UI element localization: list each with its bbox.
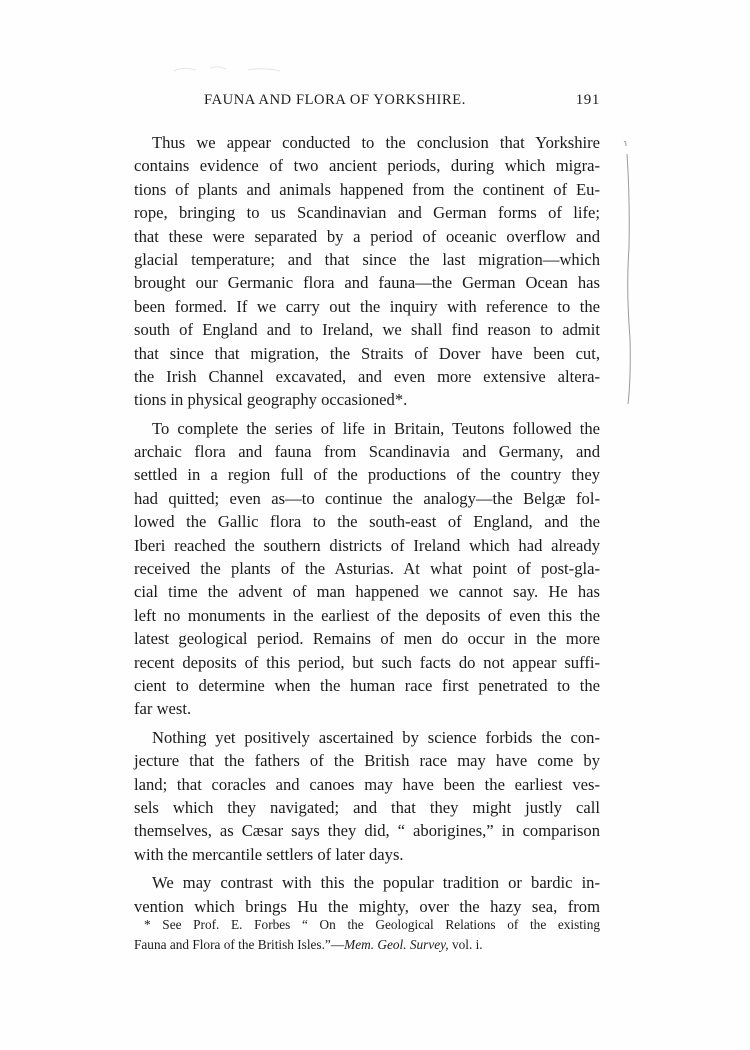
text-line: We may contrast with this the popular tradition or bardic in- <box>152 873 600 893</box>
margin-pencil-line <box>618 138 638 408</box>
text-line: that these were separated by a period of oceanic overflow and <box>134 226 600 246</box>
text-line: that since that migration, the Straits of Dover have been cut, <box>134 343 600 363</box>
footnote <box>134 915 600 955</box>
text-line: south of England and to Ireland, we shall find reason to admit <box>134 320 600 340</box>
text-line: vention which brings Hu the mighty, over the hazy sea, from <box>134 896 600 916</box>
text-line: Nothing yet positively ascertained by science forbids the con- <box>152 727 600 747</box>
text-line: had quitted; even as—to continue the analogy—the Belgæ fol- <box>134 488 600 508</box>
text-line: brought our Germanic flora and fauna—the German Ocean has <box>134 273 600 293</box>
text-line: cient to determine when the human race first penetrated to the <box>134 675 600 695</box>
text-line: settled in a region full of the productions of the country they <box>134 465 600 485</box>
text-line: with the mercantile settlers of later days. <box>134 844 404 864</box>
body-text <box>134 131 600 918</box>
text-line: glacial temperature; and that since the last migration—which <box>134 249 600 269</box>
text-line: archaic flora and fauna from Scandinavia and Germany, and <box>134 442 600 462</box>
text-line: land; that coracles and canoes may have been the earliest ves- <box>134 774 600 794</box>
text-line: To complete the series of life in Britain, Teutons followed the <box>152 418 600 438</box>
text-line: recent deposits of this period, but such facts do not appear suffi- <box>134 652 600 672</box>
text-line: jecture that the fathers of the British race may have come by <box>134 751 600 771</box>
text-line: left no monuments in the earliest of the deposits of even this the <box>134 605 600 625</box>
text-line: sels which they navigated; and that they might justly call <box>134 797 600 817</box>
paragraph-3 <box>134 726 600 866</box>
text-line: been formed. If we carry out the inquiry with reference to the <box>134 296 600 316</box>
text-line: themselves, as Cæsar says they did, “ aborigines,” in comparison <box>134 821 600 841</box>
text-line: tions in physical geography occasioned*. <box>134 390 408 410</box>
text-line: rope, bringing to us Scandinavian and German forms of life; <box>134 203 600 223</box>
footnote-line <box>134 935 600 955</box>
footnote-text: Fauna and Flora of the British Isles.”— <box>134 937 345 952</box>
footnote-text: vol. i. <box>448 937 483 952</box>
text-line: latest geological period. Remains of men do occur in the more <box>134 629 600 649</box>
footnote-citation: Mem. Geol. Survey, <box>344 937 449 952</box>
footnote-line: * See Prof. E. Forbes “ On the Geological Relations of the existing <box>144 917 600 932</box>
running-head <box>134 92 600 114</box>
text-line: Iberi reached the southern districts of Ireland which had already <box>134 535 600 555</box>
text-line: contains evidence of two ancient periods, during which migra- <box>134 156 600 176</box>
paragraph-1 <box>134 131 600 412</box>
text-line: Thus we appear conducted to the conclusion that Yorkshire <box>152 133 600 152</box>
faint-pencil-mark <box>170 62 290 76</box>
text-line: cial time the advent of man happened we cannot say. He has <box>134 582 600 602</box>
text-line: received the plants of the Asturias. At what point of post-gla- <box>134 559 600 579</box>
text-line: tions of plants and animals happened from the continent of Eu- <box>134 179 600 199</box>
running-title: FAUNA AND FLORA OF YORKSHIRE. <box>204 92 466 108</box>
text-line: far west. <box>134 699 192 719</box>
text-line: the Irish Channel excavated, and even more extensive altera- <box>134 366 600 386</box>
page-number: 191 <box>575 92 600 108</box>
text-line: lowed the Gallic flora to the south-east of England, and the <box>134 512 600 532</box>
paragraph-4 <box>134 871 600 918</box>
paragraph-2 <box>134 417 600 721</box>
